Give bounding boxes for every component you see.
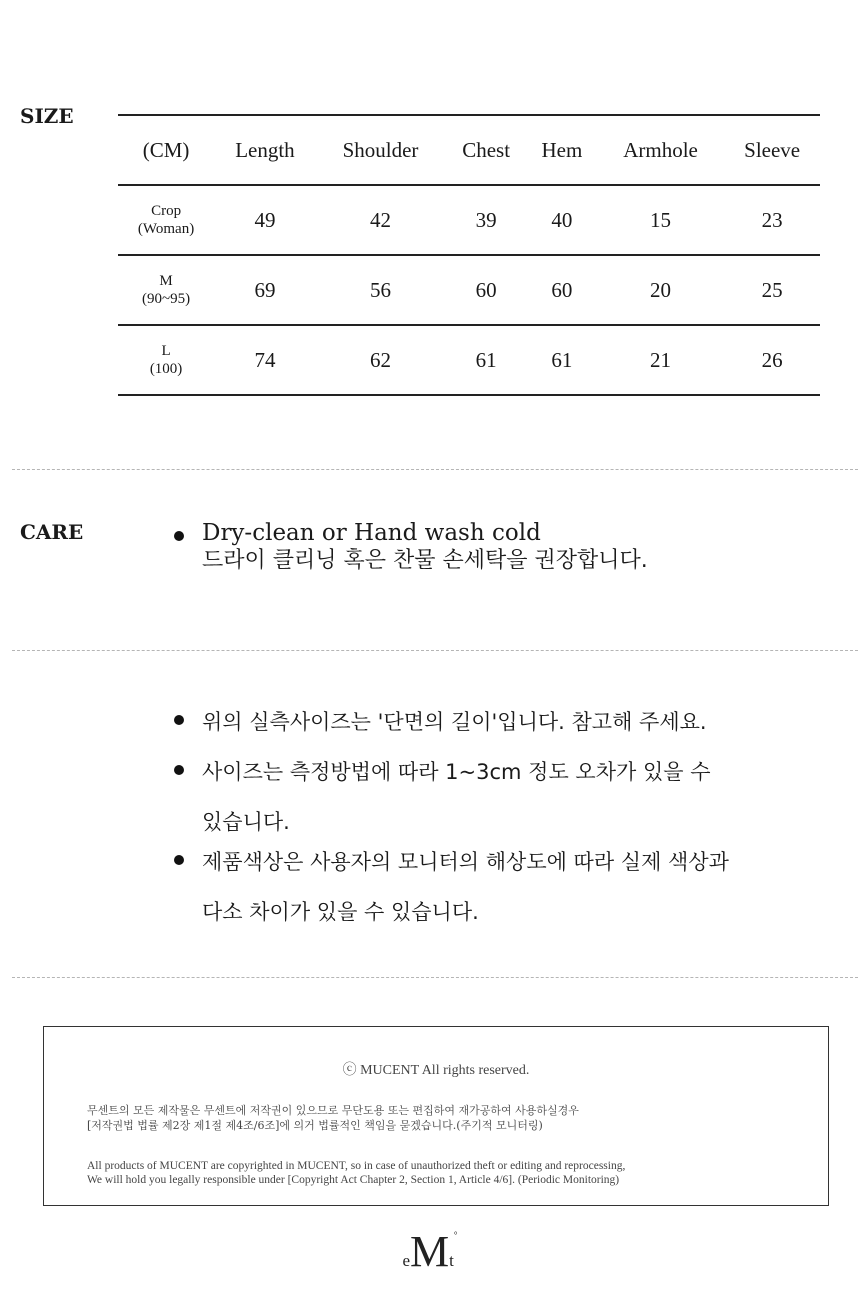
header-hem: Hem (541, 137, 583, 162)
table-row (118, 185, 820, 255)
header-length: Length (235, 137, 295, 162)
note-color-line2: 다소 차이가 있을 수 있습니다. (202, 900, 479, 924)
table-cell: 20 (650, 277, 672, 302)
table-cell: 42 (370, 207, 392, 232)
copyright-heading: ⓒ MUCENT All rights reserved. (342, 1063, 530, 1078)
logo-letter: M (410, 1227, 450, 1276)
copyright-korean (87, 1103, 579, 1133)
header-armhole: Armhole (623, 137, 698, 162)
size-label-crop: Crop (Woman) (137, 203, 195, 237)
note-measurement: 위의 실측사이즈는 '단면의 길이'입니다. 참고해 주세요. (202, 710, 707, 734)
header-sleeve: Sleeve (744, 137, 801, 162)
copyright-en-line: All products of MUCENT are copyrighted in MUCENT, so in case of unauthorized theft or editing and reprocessing, (87, 1160, 626, 1172)
copyright-notice (43, 1026, 829, 1206)
bullet-icon (174, 715, 184, 725)
brand-logo (0, 1227, 860, 1276)
note-color-line1: 제품색상은 사용자의 모니터의 해상도에 따라 실제 색상과 (202, 850, 729, 874)
size-section-title: SIZE (20, 104, 74, 128)
care-section-title: CARE (20, 520, 84, 544)
logo-letter: t (449, 1251, 454, 1270)
table-cell: 61 (551, 347, 573, 372)
dashed-divider (12, 977, 858, 978)
copyright-ko-line: 무센트의 모든 제작물은 무센트에 저작권이 있으므로 무단도용 또는 편집하여 재가공하여 사용하실경우 (87, 1104, 579, 1117)
copyright-ko-line: [저작권법 법률 제2장 제1절 제4조/6조]에 의거 법률적인 책임을 묻겠습니다.(주기적 모니터링) (87, 1119, 543, 1132)
table-row (118, 325, 820, 395)
note-tolerance-line2: 있습니다. (202, 810, 290, 834)
bullet-icon (174, 855, 184, 865)
bullet-icon (174, 765, 184, 775)
copyright-english (87, 1159, 625, 1187)
table-cell: 40 (551, 207, 573, 232)
care-line-ko: 드라이 클리닝 혹은 찬물 손세탁을 권장합니다. (202, 548, 648, 573)
table-cell: 56 (370, 277, 392, 302)
table-cell: 69 (254, 277, 276, 302)
size-table (118, 114, 820, 396)
header-chest: Chest (462, 137, 511, 162)
table-cell: 26 (761, 347, 783, 372)
table-cell: 60 (475, 277, 497, 302)
header-shoulder: Shoulder (342, 137, 419, 162)
table-cell: 21 (650, 347, 672, 372)
header-unit: (CM) (142, 137, 190, 162)
dashed-divider (12, 469, 858, 470)
bullet-icon (174, 531, 184, 541)
logo-letter: e (402, 1251, 411, 1270)
size-label-l: L (100) (149, 343, 183, 377)
dashed-divider (12, 650, 858, 651)
table-row (118, 255, 820, 325)
logo-mark: ° (453, 1230, 458, 1240)
table-cell: 25 (761, 277, 783, 302)
table-cell: 62 (370, 347, 392, 372)
table-cell: 15 (650, 207, 672, 232)
table-cell: 61 (475, 347, 497, 372)
table-cell: 23 (761, 207, 783, 232)
note-tolerance-line1: 사이즈는 측정방법에 따라 1~3cm 정도 오차가 있을 수 (202, 760, 711, 784)
copyright-en-line: We will hold you legally responsible under [Copyright Act Chapter 2, Section 1, Article 4/6]. (Periodic Monitoring) (87, 1174, 620, 1186)
size-label-m: M (90~95) (142, 273, 191, 307)
care-line-en: Dry-clean or Hand wash cold (202, 520, 541, 546)
size-table-header-row (118, 115, 820, 185)
table-cell: 49 (254, 207, 276, 232)
table-cell: 60 (551, 277, 573, 302)
table-cell: 74 (254, 347, 276, 372)
care-instructions (202, 520, 648, 574)
table-cell: 39 (475, 207, 497, 232)
